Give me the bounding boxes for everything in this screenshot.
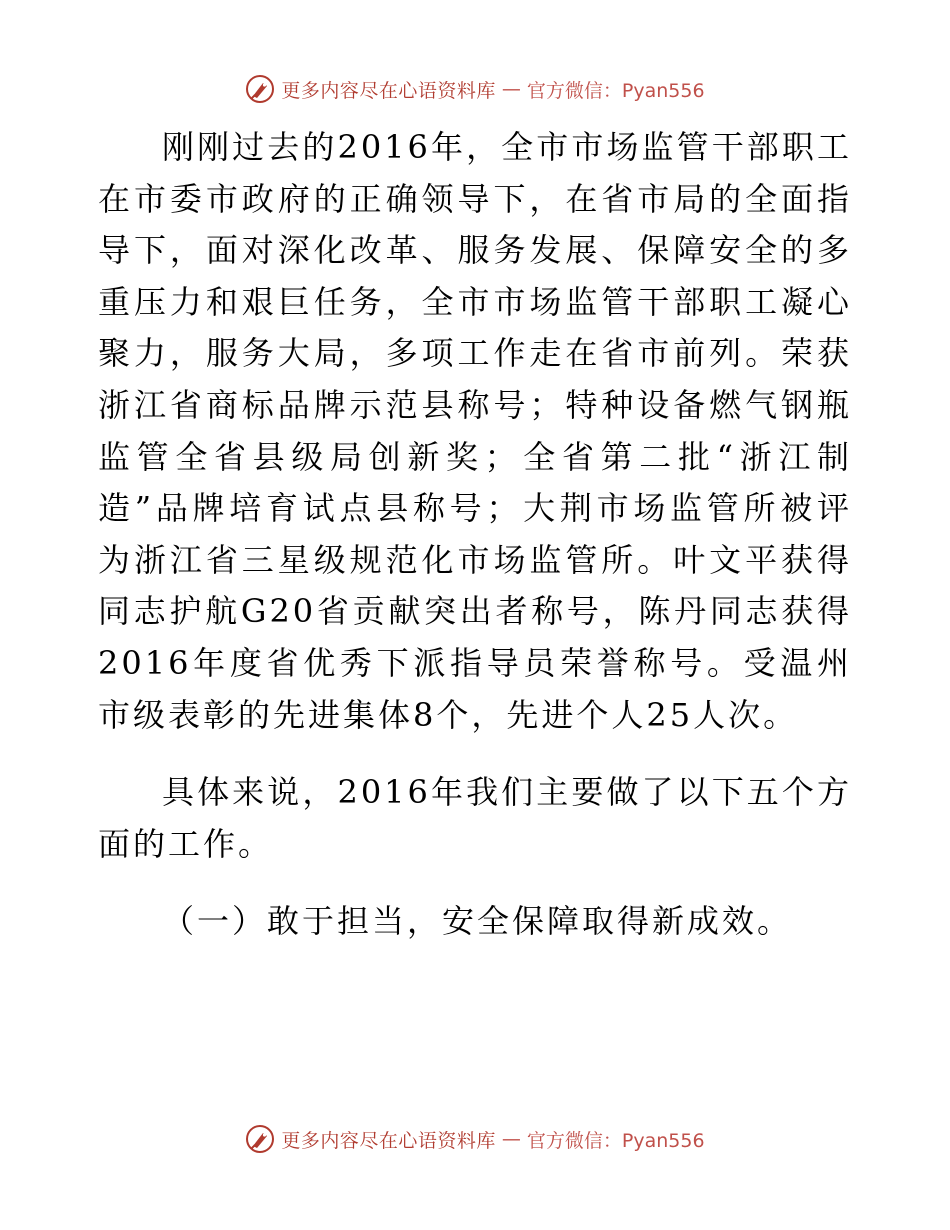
watermark-separator: — [501,78,521,100]
paragraph-intro: 具体来说，2016年我们主要做了以下五个方面的工作。 [98,773,852,863]
watermark-main-text: 更多内容尽在心语资料库 [281,79,496,102]
watermark-separator: — [501,1128,521,1150]
pen-nib-icon [245,1124,275,1154]
footer-watermark [0,1124,950,1154]
watermark-contact-text: 官方微信：Pyan556 [526,1129,705,1152]
watermark-contact-text: 官方微信：Pyan556 [526,79,705,102]
document-body [98,122,852,948]
watermark-main-text: 更多内容尽在心语资料库 [281,1129,496,1152]
section-heading: （一）敢于担当，安全保障取得新成效。 [162,902,793,941]
header-watermark [0,74,950,104]
paragraph-summary: 刚刚过去的2016年，全市市场监管干部职工在市委市政府的正确领导下，在省市局的全面指导下，面对深化改革、服务发展、保障安全的多重压力和艰巨任务，全市市场监管干部职工凝心聚力，服务大局，多项工作走在省市前列。荣获浙江省商标品牌示范县称号；特种设备燃气钢瓶监管全省县级局创新奖；全省第二批“浙江制造”品牌培育试点县称号；大荆市场监管所被评为浙江省三星级规范化市场监管所。叶文平获得同志护航G20省贡献突出者称号，陈丹同志获得2016年度省优秀下派指导员荣誉称号。受温州市级表彰的先进集体8个，先进个人25人次。 [98,128,852,734]
pen-nib-icon [245,74,275,104]
